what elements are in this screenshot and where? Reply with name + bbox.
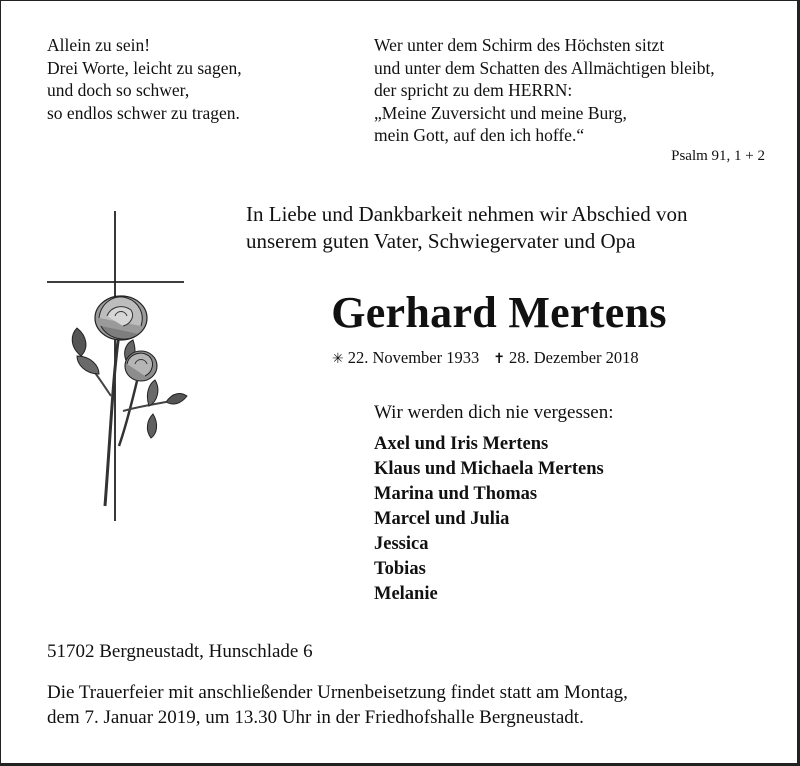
mourner-name: Melanie (374, 584, 438, 604)
mourners-list (374, 401, 613, 607)
family-address: 51702 Bergneustadt, Hunschlade 6 (47, 641, 313, 662)
poem-left-line: Allein zu sein! (47, 35, 151, 55)
farewell-line: unserem guten Vater, Schwiegervater und Opa (246, 229, 636, 253)
death-cross-icon: ✝ (493, 351, 505, 367)
mourner-name: Marcel und Julia (374, 509, 510, 529)
psalm-reference: Psalm 91, 1 + 2 (671, 148, 765, 164)
birth-date: 22. November 1933 (347, 348, 480, 367)
mourner-name: Axel und Iris Mertens (374, 434, 549, 454)
mourner-name: Marina und Thomas (374, 484, 538, 504)
poem-left (47, 34, 242, 124)
death-date: 28. Dezember 2018 (509, 348, 639, 367)
poem-left-line: so endlos schwer zu tragen. (47, 102, 240, 123)
farewell-text (246, 201, 687, 255)
psalm-line: der spricht zu dem HERRN: (374, 80, 573, 100)
mourners-intro: Wir werden dich nie vergessen: (374, 402, 614, 423)
birth-star-icon: ✳ (332, 351, 344, 367)
mourner-name: Tobias (374, 559, 426, 579)
mourner-name: Jessica (374, 534, 429, 554)
poem-left-line: Drei Worte, leicht zu sagen, (47, 57, 242, 78)
mourner-name: Klaus und Michaela Mertens (374, 459, 604, 479)
psalm-line: Wer unter dem Schirm des Höchsten sitzt (374, 35, 665, 55)
ceremony-line: Die Trauerfeier mit anschließender Urnenbeisetzung findet statt am Montag, (47, 682, 628, 703)
psalm-line: „Meine Zuversicht und meine Burg, (374, 102, 627, 123)
ceremony-line: dem 7. Januar 2019, um 13.30 Uhr in der Friedhofshalle Bergneustadt. (47, 707, 584, 728)
psalm-line: mein Gott, auf den ich hoffe.“ (374, 125, 585, 145)
psalm-verse (374, 34, 715, 147)
farewell-line: In Liebe und Dankbarkeit nehmen wir Abschied von (246, 202, 688, 226)
poem-left-line: und doch so schwer, (47, 80, 190, 100)
psalm-line: und unter dem Schatten des Allmächtigen bleibt, (374, 57, 715, 78)
cross-with-roses-icon (41, 206, 191, 531)
ceremony-info (47, 680, 628, 730)
deceased-name: Gerhard Mertens (331, 288, 667, 337)
life-dates (332, 348, 639, 368)
